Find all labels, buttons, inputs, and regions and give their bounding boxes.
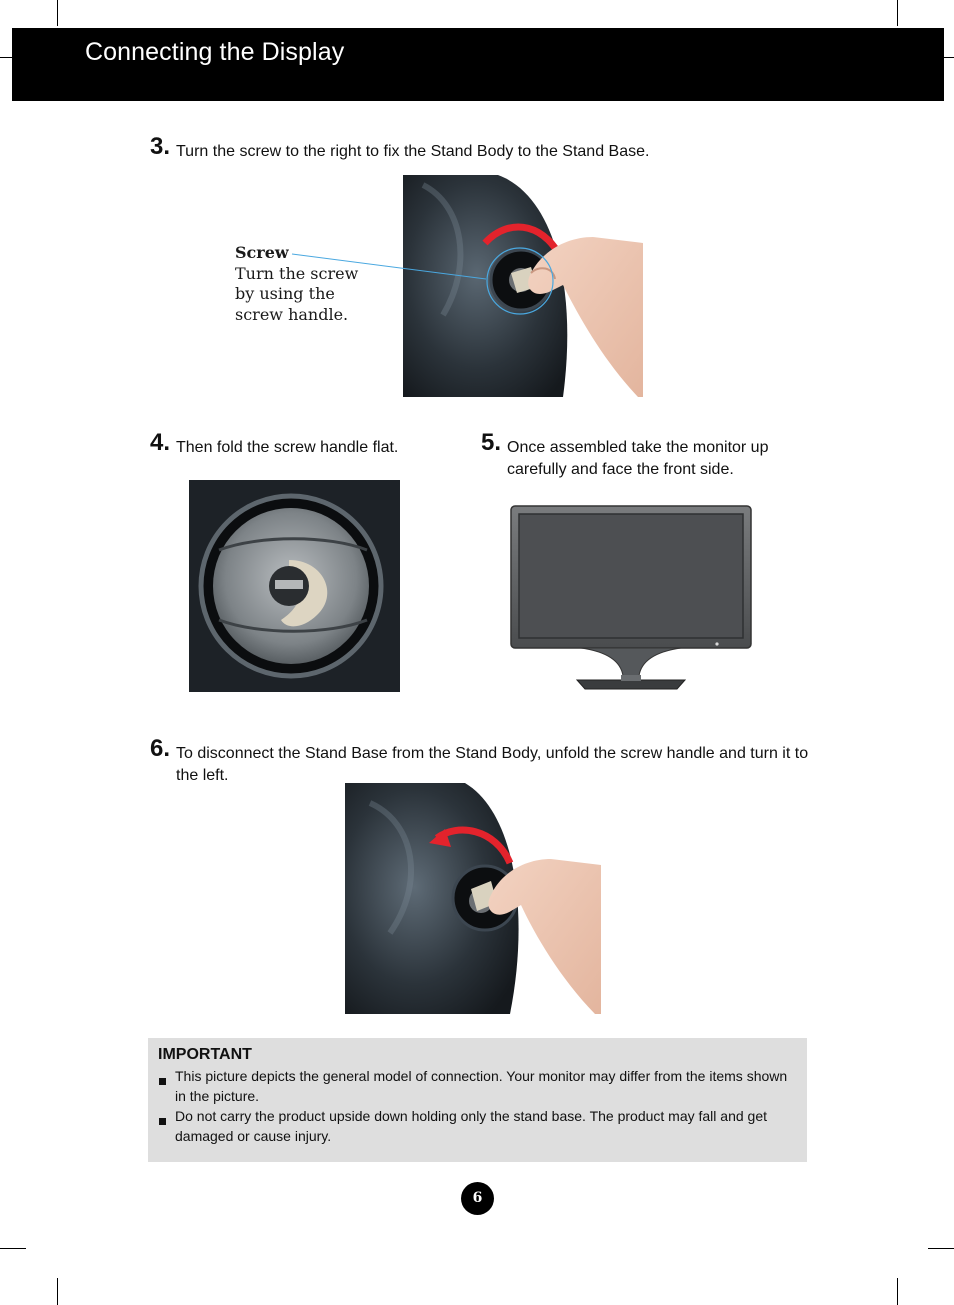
important-note [148,1038,807,1162]
step-5 [481,429,811,481]
step-number: 5. [481,429,502,456]
note-item: Do not carry the product upside down holding only the stand base. The product may fall and get damaged or cause injury. [175,1108,767,1144]
step-text: Turn the screw to the right to fix the Stand Body to the Stand Base. [176,143,650,160]
screw-tighten-figure [403,175,643,397]
crop-mark [0,57,12,58]
crop-mark [944,57,954,58]
callout-text-line: by using the [235,284,335,303]
crop-mark [928,1248,954,1249]
step-text: Once assembled take the monitor up carefully and face the front side. [507,439,769,478]
callout-text-line: Turn the screw [235,263,359,283]
crop-mark [897,1278,898,1305]
screw-loosen-figure [345,783,601,1014]
crop-mark [57,0,58,26]
step-3 [150,133,850,163]
step-number: 3. [150,133,171,160]
note-title: IMPORTANT [158,1046,252,1063]
step-text: To disconnect the Stand Base from the Stand Body, unfold the screw handle and turn it to the left. [176,745,809,784]
screw-callout [235,243,358,325]
step-number: 6. [150,735,171,762]
crop-mark [0,1248,26,1249]
step-4 [150,429,450,459]
step-number: 4. [150,429,171,456]
crop-mark [57,1278,58,1305]
bullet-icon [159,1118,166,1125]
step-text: Then fold the screw handle flat. [176,439,399,456]
page-title: Connecting the Display [85,38,345,66]
callout-title: Screw [235,243,289,262]
page-number: 6 [461,1182,494,1215]
callout-text-line: screw handle. [235,304,349,324]
folded-handle-figure [189,480,400,692]
note-item: This picture depicts the general model of connection. Your monitor may differ from the items shown in the picture. [175,1068,788,1104]
step-6 [150,735,810,787]
crop-mark [897,0,898,26]
assembled-monitor-figure [509,504,754,690]
bullet-icon [159,1078,166,1085]
